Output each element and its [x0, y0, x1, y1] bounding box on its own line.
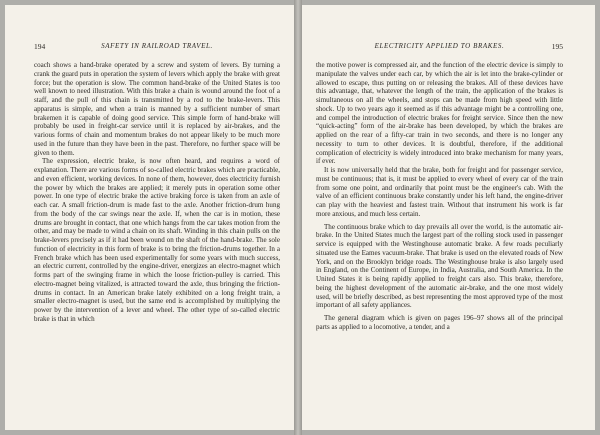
running-head-title: ELECTRICITY APPLIED TO BRAKES.: [374, 42, 505, 50]
page-number: 194: [34, 42, 46, 51]
running-head: [34, 42, 280, 53]
page-body: [34, 61, 280, 324]
paragraph: It is now universally held that the brake, both for freight and for passenger service, must be continuous; that is, it must be applied to every wheel of every car of the train from some one point, and ordinarily that point must be the engineer's cab. With the valve of an efficient continuous brake constantly under his left hand, the engine-driver can play with the heaviest and fastest train. Without that instrument his work is far more anxious, and much less certain.: [316, 166, 563, 218]
paragraph: The expression, electric brake, is now often heard, and requires a word of explanation. There are various forms of so-called electric brakes which are practicable, and even efficient, working devices. In none of them, however, does electricity furnish the power by which the brakes are applied; it merely puts in operation some other power. In one type of electric brake the active braking force is taken from an axle of each car. A small friction-drum is made fast to the axle. Another friction-drum hung from the body of the car swings near the axle. If, when the car is in motion, these drums are brought in contact, that one which hangs from the car takes motion from the other, and may be made to wind a chain on its shaft. Winding in this chain pulls on the brake-levers precisely as if it had been wound on the shaft of the hand-brake. The sole function of electricity in this form of brake is to bring the friction-drums together. In a French brake which has been used experimentally for some years with much success, an electric current, controlled by the engine-driver, energizes an electro-magnet which forms part of the swinging frame in which the loose friction-pulley is carried. This electro-magnet being vitalized, is attracted toward the axle, thus bringing the friction-drums in contact. In an American brake lately exhibited on a long freight train, a smaller electro-magnet is used, but the same end is accomplished by multiplying the power by the intervention of a lever and wheel. The other type of so-called electric brake is that in which: [34, 157, 280, 323]
page-number: 195: [551, 42, 563, 51]
running-head-title: SAFETY IN RAILROAD TRAVEL.: [101, 42, 213, 50]
book-gutter: [294, 0, 302, 435]
paragraph: The general diagram which is given on pages 196–97 shows all of the principal parts as applied to a locomotive, a tender, and a: [316, 314, 563, 331]
left-page: [5, 5, 294, 430]
page-body: [316, 61, 563, 332]
paragraph: coach shows a hand-brake operated by a screw and system of levers. By turning a crank the guard puts in operation the system of levers which apply the brake with great force; but the operation is slow. The common hand-brake of the United States is too well known to need illustration. With this brake a chain is wound around the foot of a staff, and the pull of this chain is transmitted by a rod to the brake-levers. This apparatus is simple, and when a train is manned by a sufficient number of smart brakemen it is capable of doing good service. This simple form of hand-brake will probably be used in freight-car service until it is replaced by air-brakes, and the various forms of chain and momentum brakes do not appear likely to be much more used in the future than they have been in the past. Therefore, no further space will be given to them.: [34, 61, 280, 157]
paragraph: the motive power is compressed air, and the function of the electric device is simply to manipulate the valves under each car, by which the air is let into the brake-cylinder or allowed to escape, thus putting on or releasing the brakes. All of these devices have this advantage, that, whatever the length of the train, the application of the brakes is simultaneous on all the wheels, and stops can be made from high speed with little shock. Up to two years ago it seemed as if this advantage might be a controlling one, and compel the introduction of electric brakes for freight service. Since then the new “quick-acting” form of the air-brake has been developed, by which the brakes are applied on the rear of a fifty-car train in two seconds, and there is no longer any necessity to turn to other devices. It is doubtful, therefore, if the additional complication of electricity is widely introduced into brake mechanism for many years, if ever.: [316, 61, 563, 166]
running-head: [316, 42, 563, 53]
paragraph: The continuous brake which to day prevails all over the world, is the automatic air-brake. In the United States much the largest part of the rolling stock used in passenger service is equipped with the Westinghouse automatic brake. A few roads peculiarly situated use the Eames vacuum-brake. That brake is used on the elevated roads of New York, and on the Brooklyn bridge roads. The Westinghouse brake is also largely used in England, on the Continent of Europe, in India, Australia, and South America. In the United States it is being rapidly applied to freight cars also. This brake, therefore, being the highest development of the automatic air-brake, and the one most widely used, will be briefly described, as best representing the most approved type of the most important of all safety appliances.: [316, 222, 563, 310]
right-page: [302, 5, 595, 430]
